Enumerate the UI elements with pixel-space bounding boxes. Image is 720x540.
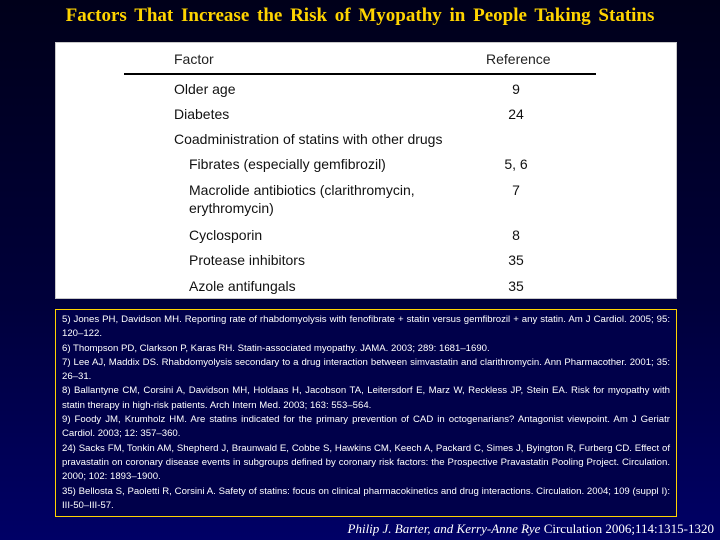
factor-cell: Older age: [174, 81, 236, 97]
reference-item: 8) Ballantyne CM, Corsini A, Davidson MH, Holdaas H, Jacobson TA, Leitersdorf E, Marz W, Reckless JP, Stein EA. Risk for myopathy with statin therapy in high-risk patients. Arch Intern Med. 2003; 163: 553–564.: [62, 385, 670, 411]
citation-authors: Philip J. Barter, and Kerry-Anne Rye: [347, 521, 541, 536]
factor-cell: Diabetes: [174, 106, 230, 122]
risk-factor-table: [55, 42, 677, 299]
factor-cell: Cyclosporin: [189, 227, 263, 243]
factor-cell: Azole antifungals: [189, 278, 296, 294]
reference-item: 7) Lee AJ, Maddix DS. Rhabdomyolysis secondary to a drug interaction between simvastatin and clarithromycin. Ann Pharmacother. 2001; 35: 26–31.: [62, 356, 670, 383]
factor-line-2: erythromycin): [189, 200, 274, 216]
reference-cell: 35: [508, 252, 524, 268]
reference-cell: 35: [508, 278, 524, 294]
factor-line-1: Macrolide antibiotics (clarithromycin,: [189, 182, 415, 198]
reference-cell: 9: [512, 81, 520, 97]
reference-cell: 8: [512, 227, 520, 243]
source-citation: [348, 521, 714, 537]
reference-item: 35) Bellosta S, Paoletti R, Corsini A. Safety of statins: focus on clinical pharmacokinetics and drug interactions. Circulation. 2004; 109 (suppl I): III-50–III-57.: [62, 485, 670, 511]
reference-item: 9) Foody JM, Krumholz HM. Are statins indicated for the primary prevention of CAD in octogenarians? Antagonist viewpoint. Am J Geriatr Cardiol. 2003; 12: 357–360.: [62, 414, 670, 440]
reference-cell: 5, 6: [504, 156, 528, 172]
reference-item: 5) Jones PH, Davidson MH. Reporting rate of rhabdomyolysis with fenofibrate + statin versus gemfibrozil + any statin. Am J Cardiol. 2005; 95: 120–122.: [62, 314, 670, 340]
references-box: [55, 309, 677, 517]
reference-cell: 7: [512, 182, 520, 198]
reference-item: 6) Thompson PD, Clarkson P, Karas RH. Statin-associated myopathy. JAMA. 2003; 289: 1681–1690.: [62, 342, 490, 354]
slide-title: Factors That Increase the Risk of Myopathy in People Taking Statins: [65, 5, 655, 26]
table-header: [124, 49, 596, 75]
factor-cell: Protease inhibitors: [189, 252, 305, 268]
reference-item: 24) Sacks FM, Tonkin AM, Shepherd J, Braunwald E, Cobbe S, Hawkins CM, Keech A, Packard C, Simes J, Byington R, Furberg CD. Effect of pravastatin on coronary disease events in subgroups defined by coronary risk factors: the Prospective Pravastatin Pooling Project. Circulation. 2000; 102: 1893–1900.: [62, 442, 670, 483]
header-factor: Factor: [174, 51, 214, 67]
citation-source: Circulation 2006;114:1315-1320: [543, 521, 714, 536]
factor-cell: [189, 181, 415, 217]
factor-cell: Fibrates (especially gemfibrozil): [189, 156, 386, 172]
header-reference: Reference: [486, 51, 551, 67]
reference-cell: 24: [508, 106, 524, 122]
factor-cell: Coadministration of statins with other drugs: [174, 131, 443, 147]
